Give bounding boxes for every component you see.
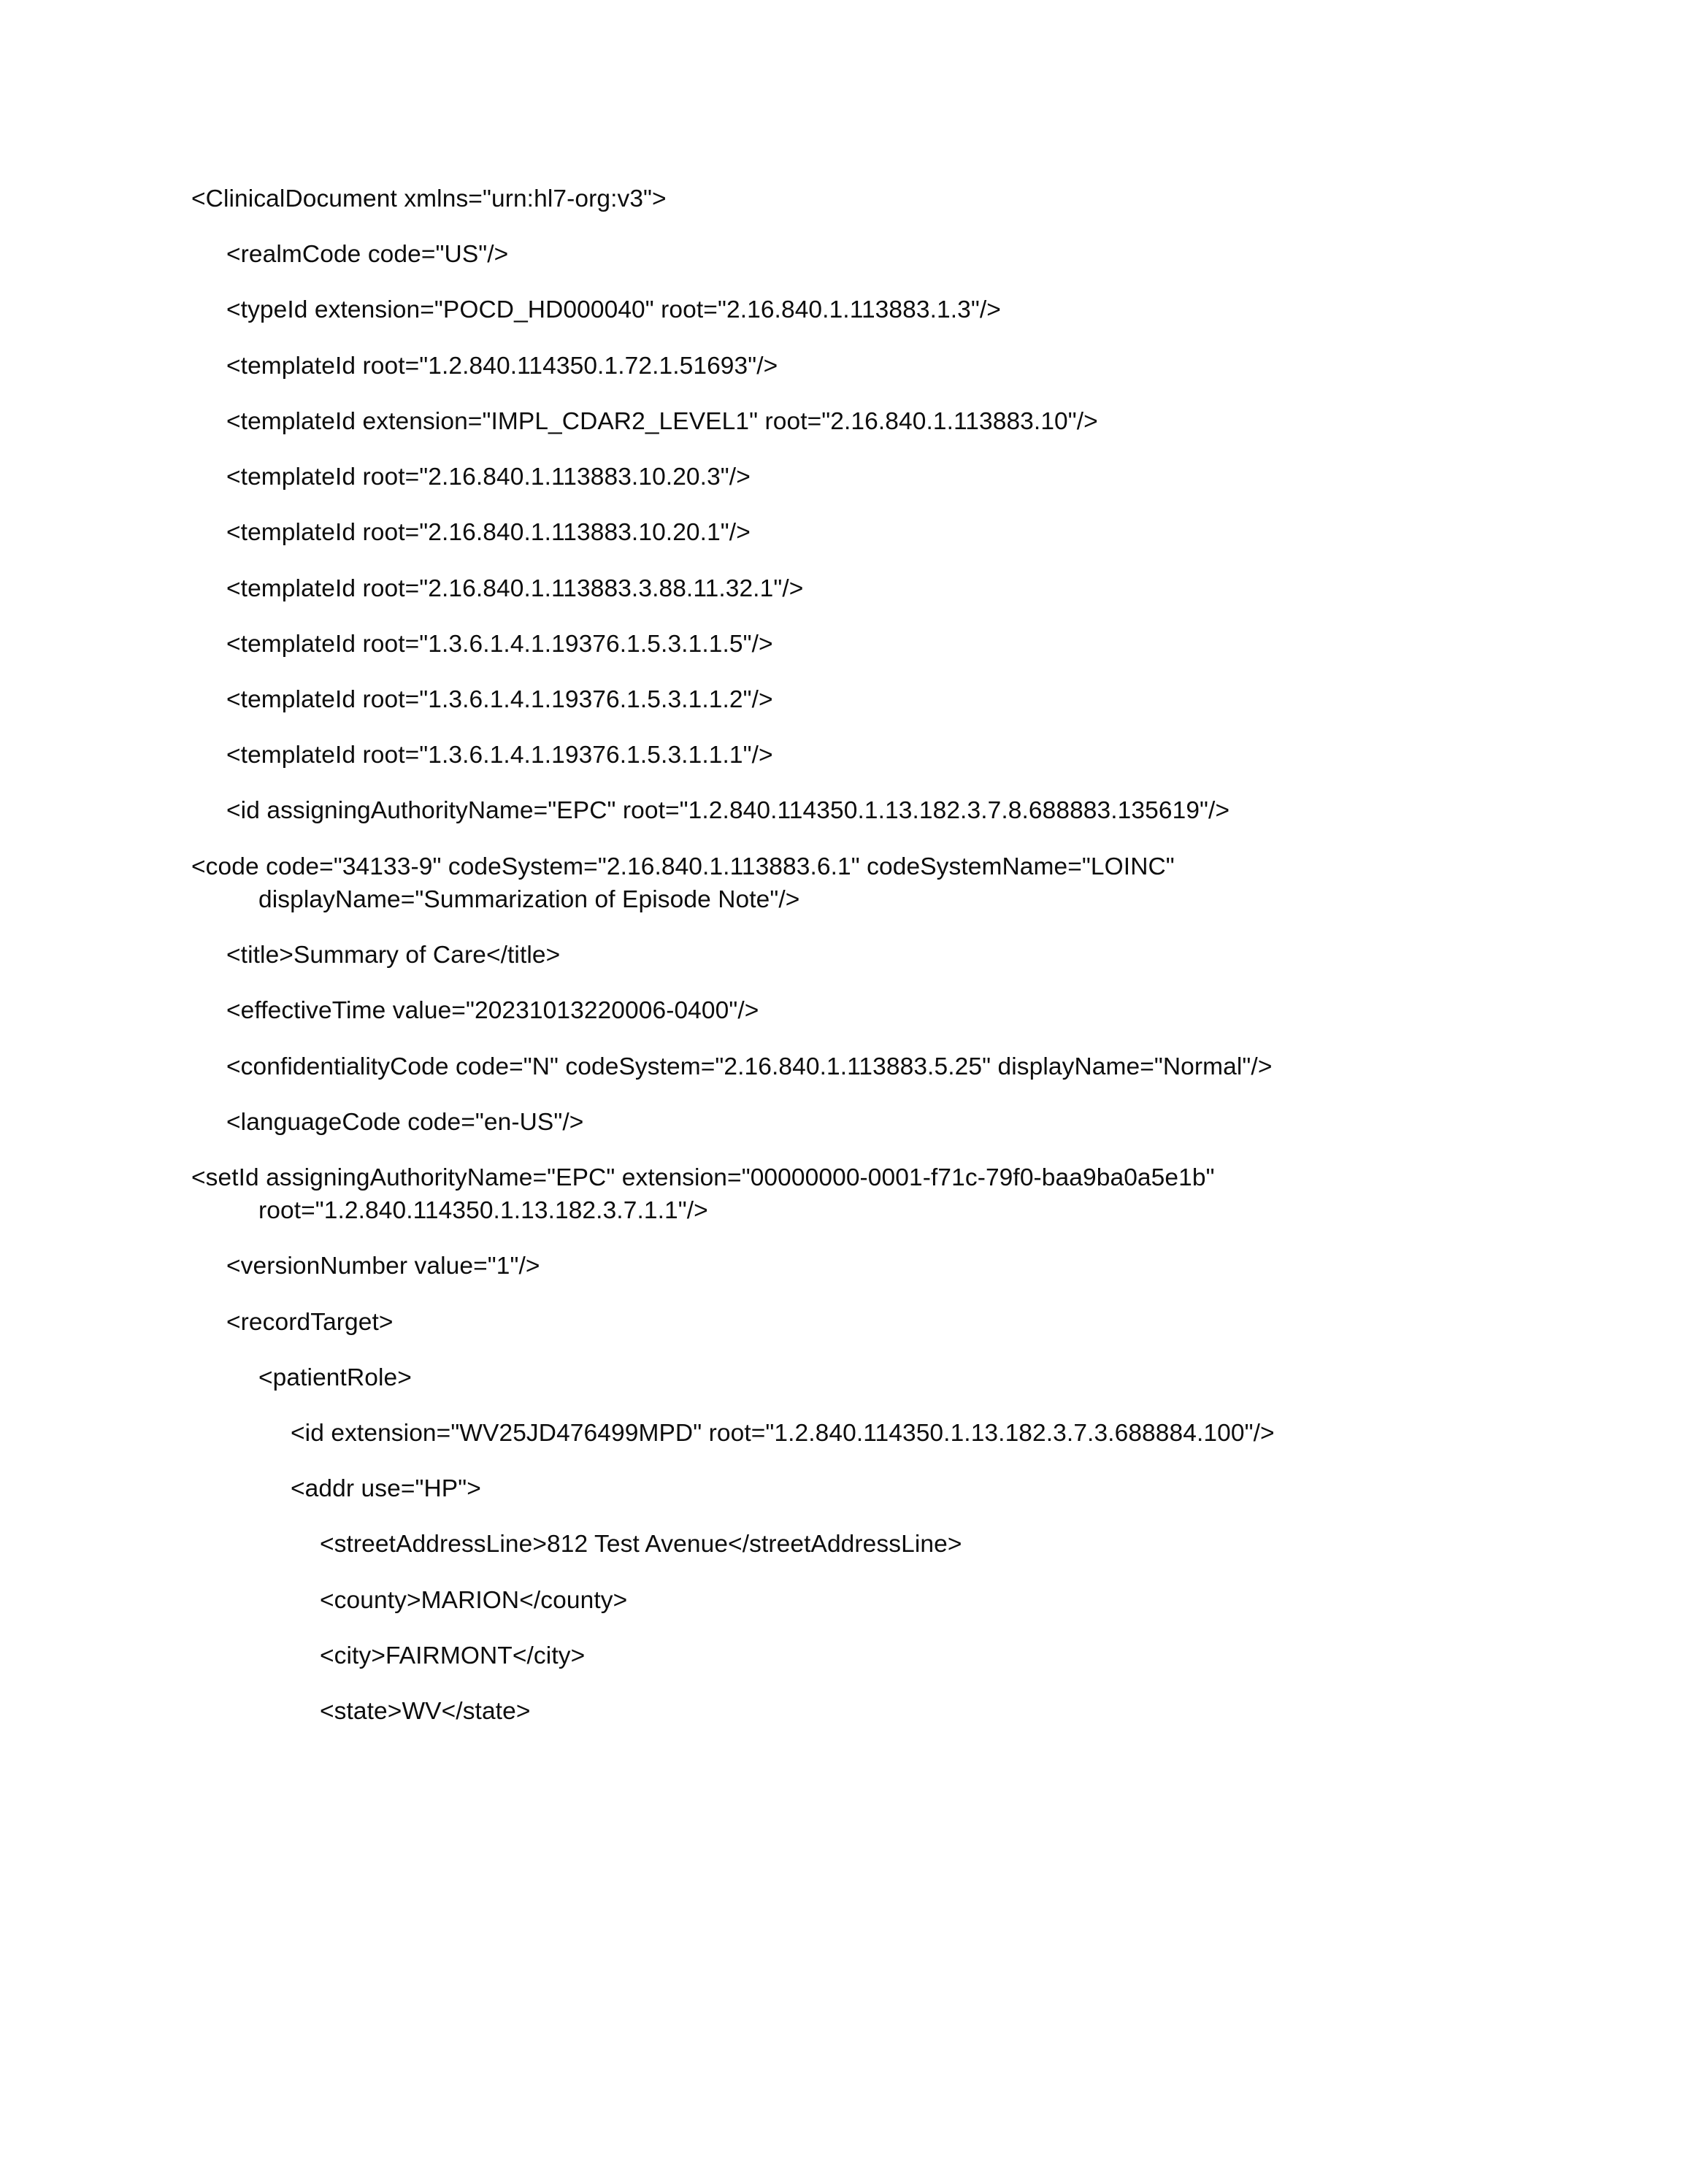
xml-line: <versionNumber value="1"/> <box>226 1253 540 1280</box>
xml-line: <ClinicalDocument xmlns="urn:hl7-org:v3"> <box>191 185 667 212</box>
xml-line: <county>MARION</county> <box>320 1586 628 1614</box>
xml-line: <templateId root="2.16.840.1.113883.10.20.3"/> <box>226 464 751 491</box>
xml-line: <title>Summary of Care</title> <box>226 942 561 969</box>
xml-line: <templateId root="1.3.6.1.4.1.19376.1.5.3.1.1.5"/> <box>226 630 773 658</box>
xml-line: <templateId root="2.16.840.1.113883.3.88.11.32.1"/> <box>226 574 804 602</box>
xml-line: <languageCode code="en-US"/> <box>226 1108 584 1136</box>
xml-line: <setId assigningAuthorityName="EPC" extension="00000000-0001-f71c-79f0-baa9ba0a5e1b" root="1.2.840.114350.1.13.182.3.7.1.1"/> <box>191 1164 1221 1225</box>
xml-line: <templateId root="1.3.6.1.4.1.19376.1.5.3.1.1.1"/> <box>226 742 773 769</box>
xml-line: <templateId root="1.3.6.1.4.1.19376.1.5.3.1.1.2"/> <box>226 685 773 713</box>
xml-line: <streetAddressLine>812 Test Avenue</streetAddressLine> <box>320 1531 962 1558</box>
xml-line: <id extension="WV25JD476499MPD" root="1.2.840.114350.1.13.182.3.7.3.688884.100"/> <box>291 1420 1275 1447</box>
xml-line: <addr use="HP"> <box>291 1475 481 1503</box>
xml-line: <templateId root="2.16.840.1.113883.10.20.1"/> <box>226 519 751 547</box>
xml-line: <city>FAIRMONT</city> <box>320 1642 586 1669</box>
xml-line: <typeId extension="POCD_HD000040" root="2.16.840.1.113883.1.3"/> <box>226 296 1001 324</box>
xml-line: <templateId root="1.2.840.114350.1.72.1.51693"/> <box>226 352 778 380</box>
xml-line: <effectiveTime value="20231013220006-0400"/> <box>226 997 759 1025</box>
xml-line: <realmCode code="US"/> <box>226 241 509 269</box>
xml-line: <state>WV</state> <box>320 1698 531 1726</box>
xml-line: <recordTarget> <box>226 1308 394 1336</box>
xml-source-listing <box>191 182 1502 1728</box>
xml-line: <confidentialityCode code="N" codeSystem="2.16.840.1.113883.5.25" displayName="Normal"/> <box>226 1053 1273 1080</box>
xml-line: <templateId extension="IMPL_CDAR2_LEVEL1" root="2.16.840.1.113883.10"/> <box>226 407 1098 435</box>
xml-line: <patientRole> <box>258 1364 412 1391</box>
xml-line: <id assigningAuthorityName="EPC" root="1.2.840.114350.1.13.182.3.7.8.688883.135619"/> <box>226 797 1230 825</box>
xml-line: <code code="34133-9" codeSystem="2.16.840.1.113883.6.1" codeSystemName="LOINC" displayName="Summarization of Episode Note"/> <box>191 853 1182 913</box>
